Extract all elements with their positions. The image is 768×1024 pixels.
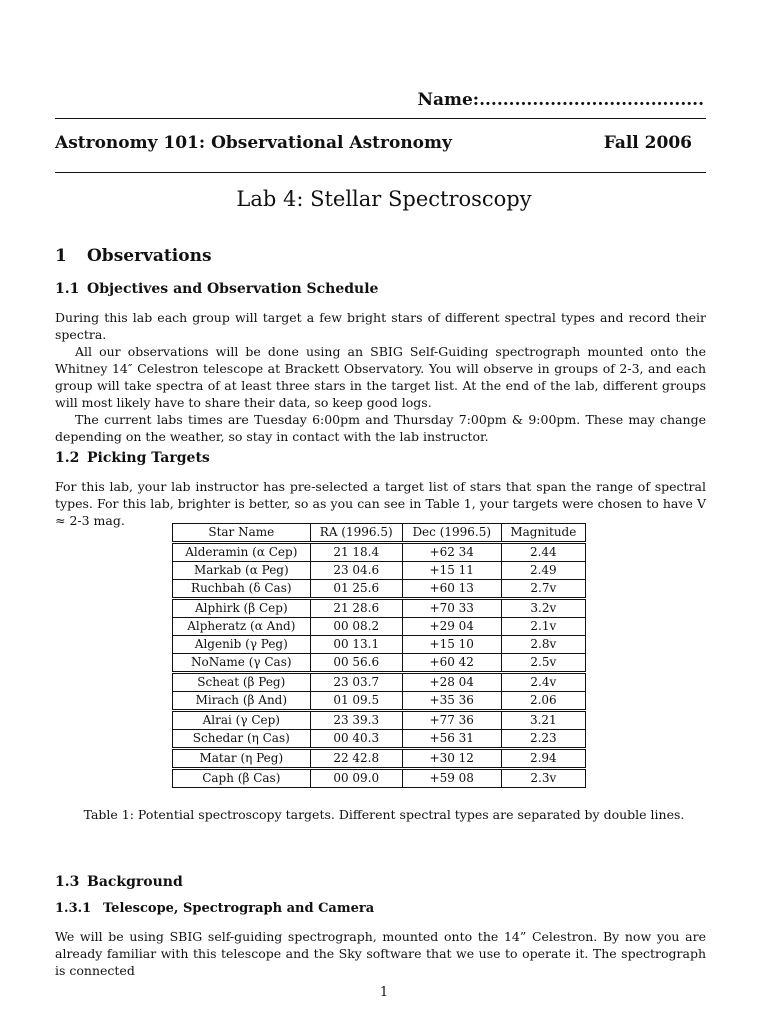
name-field-label: Name:......................................	[417, 90, 704, 110]
subsection-title: Objectives and Observation Schedule	[87, 281, 379, 297]
subsubsection-number: 1.3.1	[55, 901, 92, 916]
star-name-cell: Alrai (γ Cep)	[173, 711, 311, 730]
magnitude-cell: 2.06	[501, 692, 585, 711]
ra-cell: 21 28.6	[310, 599, 402, 618]
page-number: 1	[379, 985, 389, 1000]
table-row	[173, 618, 586, 636]
term-label: Fall 2006	[603, 133, 692, 153]
dec-cell: +60 13	[402, 580, 501, 599]
subsubsection-heading-telescope	[55, 901, 374, 916]
ra-cell: 01 25.6	[310, 580, 402, 599]
subsubsection-title: Telescope, Spectrograph and Camera	[103, 901, 375, 916]
section-title: Observations	[87, 246, 212, 266]
column-header: Dec (1996.5)	[402, 524, 501, 543]
magnitude-cell: 2.23	[501, 730, 585, 749]
magnitude-cell: 2.4v	[501, 673, 585, 692]
star-name-cell: Schedar (η Cas)	[173, 730, 311, 749]
subsection-title: Background	[87, 874, 183, 890]
magnitude-cell: 2.44	[501, 543, 585, 562]
dec-cell: +28 04	[402, 673, 501, 692]
subsection-number: 1.3	[55, 874, 80, 890]
header-rule-top	[55, 118, 706, 119]
section-number: 1	[55, 246, 67, 266]
table-row	[173, 692, 586, 711]
ra-cell: 00 08.2	[310, 618, 402, 636]
column-header: Magnitude	[501, 524, 585, 543]
subsection-heading-picking-targets	[55, 450, 210, 466]
table-row	[173, 562, 586, 580]
ra-cell: 22 42.8	[310, 749, 402, 769]
picking-targets-body	[55, 478, 706, 529]
dec-cell: +56 31	[402, 730, 501, 749]
magnitude-cell: 3.2v	[501, 599, 585, 618]
dec-cell: +62 34	[402, 543, 501, 562]
dec-cell: +29 04	[402, 618, 501, 636]
ra-cell: 23 04.6	[310, 562, 402, 580]
telescope-body	[55, 928, 706, 979]
dec-cell: +15 11	[402, 562, 501, 580]
star-name-cell: Scheat (β Peg)	[173, 673, 311, 692]
column-header: RA (1996.5)	[310, 524, 402, 543]
subsection-heading-background	[55, 874, 183, 890]
star-name-cell: Alderamin (α Cep)	[173, 543, 311, 562]
ra-cell: 00 40.3	[310, 730, 402, 749]
paragraph: All our observations will be done using an SBIG Self-Guiding spectrograph mounted onto the Whitney 14″ Celestron telescope at Brackett Observatory. You will observe in groups of 2-3, and each group will take spectra of at least three stars in the target list. At the end of the lab, different groups will most likely have to share their data, so keep good logs.	[55, 344, 706, 410]
objectives-body	[55, 309, 706, 445]
ra-cell: 01 09.5	[310, 692, 402, 711]
table-row	[173, 711, 586, 730]
ra-cell: 00 56.6	[310, 654, 402, 673]
section-heading-observations	[55, 246, 212, 266]
dec-cell: +59 08	[402, 769, 501, 788]
ra-cell: 23 39.3	[310, 711, 402, 730]
paragraph: During this lab each group will target a few bright stars of different spectral types and record their spectra.	[55, 310, 706, 342]
header-rule-bottom	[55, 172, 706, 173]
magnitude-cell: 3.21	[501, 711, 585, 730]
star-name-cell: Matar (η Peg)	[173, 749, 311, 769]
targets-table	[172, 523, 586, 788]
dec-cell: +70 33	[402, 599, 501, 618]
dec-cell: +77 36	[402, 711, 501, 730]
ra-cell: 00 09.0	[310, 769, 402, 788]
dec-cell: +35 36	[402, 692, 501, 711]
table-row	[173, 636, 586, 654]
table-caption: Table 1: Potential spectroscopy targets. Different spectral types are separated by double lines.	[83, 807, 685, 822]
dec-cell: +30 12	[402, 749, 501, 769]
table-row	[173, 749, 586, 769]
table-header-row	[173, 524, 586, 543]
star-name-cell: NoName (γ Cas)	[173, 654, 311, 673]
magnitude-cell: 2.3v	[501, 769, 585, 788]
star-name-cell: Algenib (γ Peg)	[173, 636, 311, 654]
subsection-number: 1.2	[55, 450, 80, 466]
paragraph: We will be using SBIG self-guiding spectrograph, mounted onto the 14” Celestron. By now you are already familiar with this telescope and the Sky software that we use to operate it. The spectrograph is connected	[55, 929, 706, 978]
table-row	[173, 654, 586, 673]
table-row	[173, 673, 586, 692]
star-name-cell: Mirach (β And)	[173, 692, 311, 711]
star-name-cell: Ruchbah (δ Cas)	[173, 580, 311, 599]
table-row	[173, 580, 586, 599]
dec-cell: +15 10	[402, 636, 501, 654]
star-name-cell: Caph (β Cas)	[173, 769, 311, 788]
ra-cell: 23 03.7	[310, 673, 402, 692]
ra-cell: 21 18.4	[310, 543, 402, 562]
magnitude-cell: 2.1v	[501, 618, 585, 636]
paragraph: The current labs times are Tuesday 6:00pm and Thursday 7:00pm & 9:00pm. These may change depending on the weather, so stay in contact with the lab instructor.	[55, 412, 706, 444]
magnitude-cell: 2.94	[501, 749, 585, 769]
subsection-heading-objectives	[55, 281, 378, 297]
magnitude-cell: 2.49	[501, 562, 585, 580]
star-name-cell: Alpheratz (α And)	[173, 618, 311, 636]
dec-cell: +60 42	[402, 654, 501, 673]
column-header: Star Name	[173, 524, 311, 543]
magnitude-cell: 2.8v	[501, 636, 585, 654]
subsection-number: 1.1	[55, 281, 80, 297]
table-row	[173, 599, 586, 618]
paragraph: For this lab, your lab instructor has pre-selected a target list of stars that span the range of spectral types. For this lab, brighter is better, so as you can see in Table 1, your targets were chosen to have V ≈ 2-3 mag.	[55, 479, 706, 528]
page-title: Lab 4: Stellar Spectroscopy	[236, 187, 532, 211]
subsection-title: Picking Targets	[87, 450, 210, 466]
table-row	[173, 769, 586, 788]
table-row	[173, 730, 586, 749]
course-title: Astronomy 101: Observational Astronomy	[55, 133, 452, 153]
star-name-cell: Alphirk (β Cep)	[173, 599, 311, 618]
magnitude-cell: 2.5v	[501, 654, 585, 673]
star-name-cell: Markab (α Peg)	[173, 562, 311, 580]
ra-cell: 00 13.1	[310, 636, 402, 654]
table-row	[173, 543, 586, 562]
magnitude-cell: 2.7v	[501, 580, 585, 599]
